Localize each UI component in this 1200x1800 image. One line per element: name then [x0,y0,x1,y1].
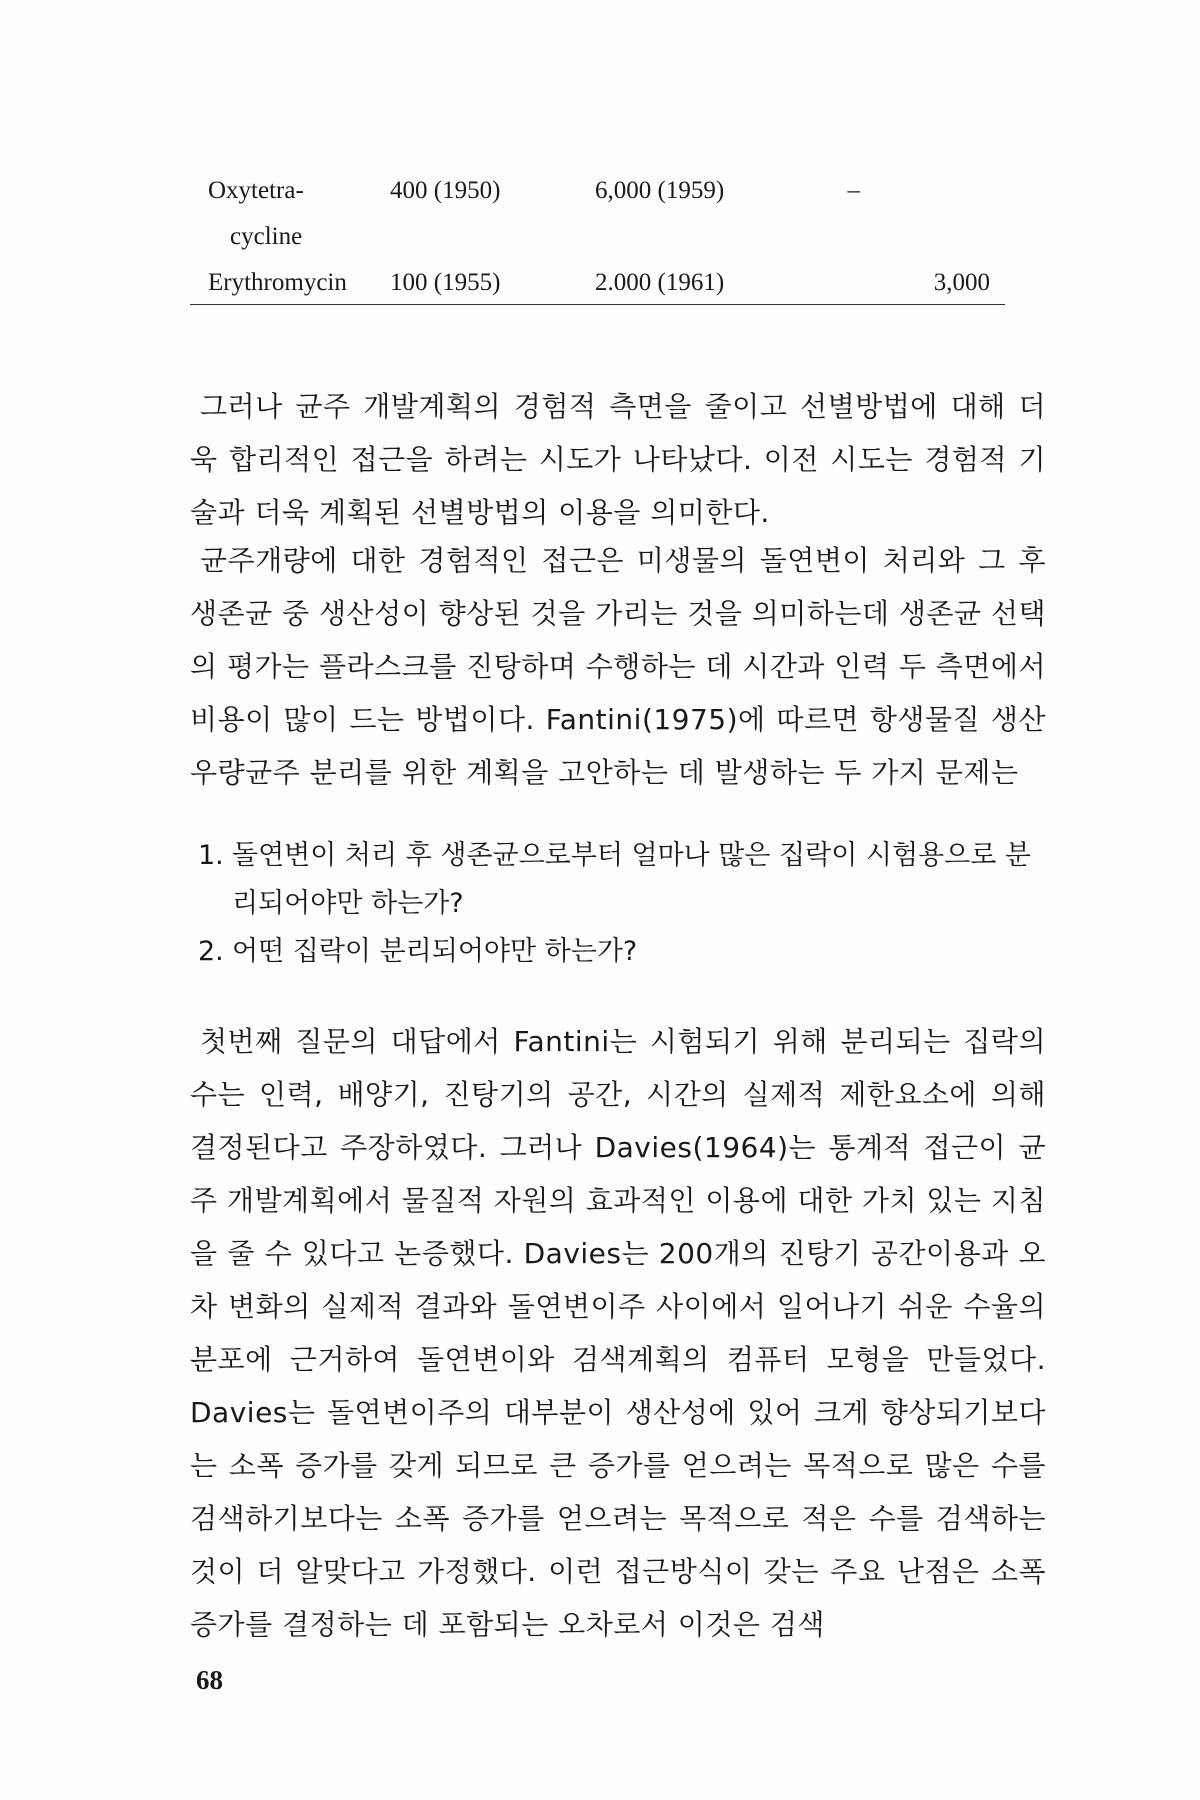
table-row [190,260,1010,306]
question-list [198,832,1048,976]
list-item [198,928,1048,976]
paragraph-text: 첫번째 질문의 대답에서 Fantini는 시험되기 위해 분리되는 집락의 수는 인력, 배양기, 진탕기의 공간, 시간의 실제적 제한요소에 의해 결정된다고 주장하였다. 그러나 Davies(1964)는 통계적 접근이 균주 개발계획에서 물질적 자원의 효과적인 이용에 대한 가치 있는 지침을 줄 수 있다고 논증했다. Davies는 200개의 진탕기 공간이용과 오차 변화의 실제적 결과와 돌연변이주 사이에서 일어나기 쉬운 수율의 분포에 근거하여 돌연변이와 검색계획의 컴퓨터 모형을 만들었다. Davies는 돌연변이주의 대부분이 생산성에 있어 크게 향상되기보다는 소폭 증가를 갖게 되므로 큰 증가를 얻으려는 목적으로 많은 수를 검색하기보다는 소폭 증가를 얻으려는 목적으로 적은 수를 검색하는 것이 더 알맞다고 가정했다. 이런 접근방식이 갖는 주요 난점은 소폭 증가를 결정하는 데 포함되는 오차로서 이것은 검색 [190,1025,1046,1641]
paragraph-3 [190,1015,1046,1651]
paragraph-1 [190,380,1046,539]
antibiotic-yield-table [190,168,1010,306]
table-bottom-rule [190,304,1005,305]
table-cell-name: Oxytetra- [208,177,304,204]
paragraph-text: 그러나 균주 개발계획의 경험적 측면을 줄이고 선별방법에 대해 더욱 합리적인 접근을 하려는 시도가 나타났다. 이전 시도는 경험적 기술과 더욱 계획된 선별방법의 이용을 의미한다. [190,390,1046,529]
table-cell-col2: 400 (1950) [390,177,501,204]
list-item-number: 1. [198,840,224,871]
table-cell-col4: 3,000 [933,269,990,296]
table-cell-col3: 2.000 (1961) [595,269,725,296]
list-item-text: 어떤 집락이 분리되어야만 하는가? [232,936,638,967]
list-item-text: 돌연변이 처리 후 생존균으로부터 얼마나 많은 집락이 시험용으로 분리되어야만 하는가? [232,840,1031,919]
table-cell-name: cycline [230,223,303,250]
table-row [190,214,1010,260]
paragraph-2 [190,534,1046,799]
table-cell-col3: 6,000 (1959) [595,177,725,204]
list-item-number: 2. [198,936,224,967]
paragraph-text: 균주개량에 대한 경험적인 접근은 미생물의 돌연변이 처리와 그 후 생존균 중 생산성이 향상된 것을 가리는 것을 의미하는데 생존균 선택의 평가는 플라스크를 진탕하며 수행하는 데 시간과 인력 두 측면에서 비용이 많이 드는 방법이다. Fantini(1975)에 따르면 항생물질 생산 우량균주 분리를 위한 계획을 고안하는 데 발생하는 두 가지 문제는 [190,544,1046,789]
list-item [198,832,1048,928]
table-cell-name: Erythromycin [208,269,347,296]
page-number: 68 [196,1665,223,1695]
table-cell-col4: – [847,177,860,204]
table-cell-col2: 100 (1955) [390,269,501,296]
table-row [190,168,1010,214]
